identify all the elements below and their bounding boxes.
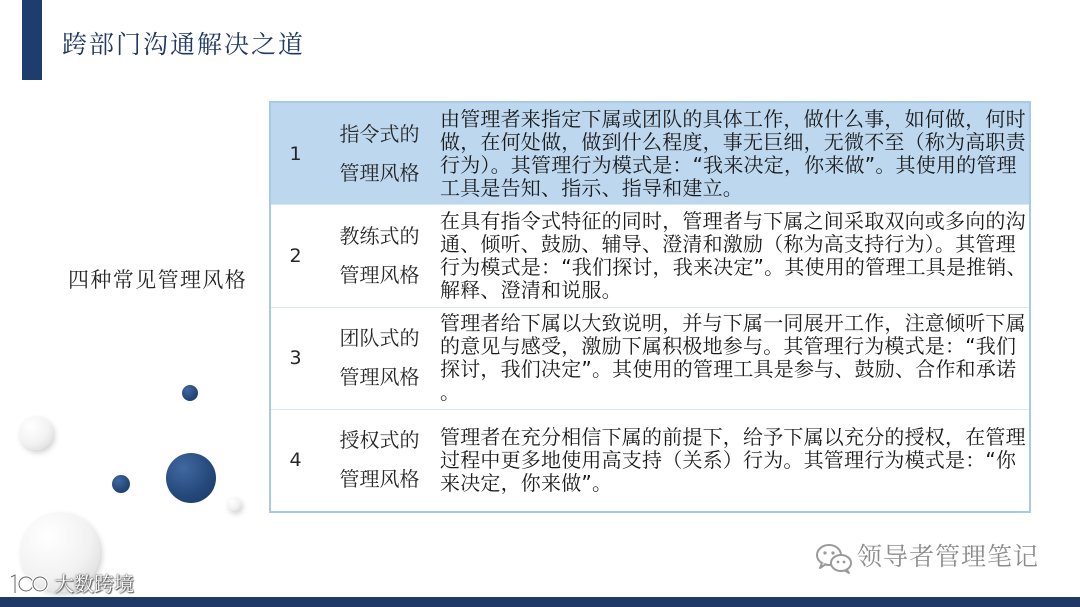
row-number: 4 bbox=[289, 449, 302, 472]
style-description: 管理者给下属以大致说明，并与下属一同展开工作，注意倾听下属的意见与感受，激励下属积极地参与。其管理行为模式是：“我们探讨，我们决定”。其使用的管理工具是参与、鼓励、合作和承诺。 bbox=[440, 311, 1026, 405]
brand-logo-icon bbox=[8, 572, 52, 596]
style-description-cell bbox=[439, 103, 1029, 204]
row-number: 3 bbox=[289, 347, 302, 370]
style-description-cell bbox=[439, 205, 1029, 306]
style-name-cell bbox=[320, 308, 439, 409]
watermark-account-name: 领导者管理笔记 bbox=[857, 542, 1040, 571]
slide-title: 跨部门沟通解决之道 bbox=[62, 30, 306, 59]
watermark-brand: 大数跨境 bbox=[54, 572, 134, 596]
decor-circle-navy-small bbox=[182, 385, 198, 401]
style-name: 团队式的管理风格 bbox=[339, 326, 420, 390]
style-description-cell bbox=[439, 308, 1029, 409]
decor-circle-navy-small bbox=[112, 475, 130, 493]
management-styles-table bbox=[269, 101, 1031, 513]
style-description: 在具有指令式特征的同时，管理者与下属之间采取双向或多向的沟通、倾听、鼓励、辅导、澄清和激励（称为高支持行为）。其管理行为模式是：“我们探讨，我来决定”。其使用的管理工具是推销、解释、澄清和说服。 bbox=[440, 208, 1027, 302]
table-row bbox=[271, 103, 1029, 205]
style-description: 由管理者来指定下属或团队的具体工作，做什么事，如何做，何时做，在何处做，做到什么程度，事无巨细，无微不至（称为高职责行为）。其管理行为模式是：“我来决定，你来做”。其使用的管理工具是告知、指示、指导和建立。 bbox=[440, 106, 1026, 200]
table-row bbox=[271, 308, 1029, 410]
style-name-cell bbox=[320, 103, 439, 204]
style-name: 授权式的管理风格 bbox=[339, 428, 420, 492]
style-description: 管理者在充分相信下属的前提下，给予下属以充分的授权，在管理过程中更多地使用高支持（关系）行为。其管理行为模式是：“你来决定，你来做”。 bbox=[440, 424, 1026, 495]
style-name-cell bbox=[320, 410, 439, 511]
side-label: 四种常见管理风格 bbox=[68, 268, 248, 292]
decor-circle-light-small bbox=[19, 416, 53, 450]
decor-circle-light-tiny bbox=[227, 497, 241, 511]
bottom-band bbox=[0, 597, 1080, 607]
style-name: 指令式的管理风格 bbox=[339, 121, 420, 185]
decor-circle-navy-large bbox=[166, 453, 216, 503]
title-accent-bar bbox=[22, 0, 42, 80]
style-name-cell bbox=[320, 205, 439, 306]
style-description-cell bbox=[439, 410, 1029, 511]
row-number: 2 bbox=[289, 244, 302, 267]
table-row bbox=[271, 205, 1029, 307]
style-name: 教练式的管理风格 bbox=[339, 223, 420, 287]
table-row bbox=[271, 410, 1029, 511]
wechat-icon bbox=[814, 541, 854, 577]
row-number: 1 bbox=[289, 142, 302, 165]
